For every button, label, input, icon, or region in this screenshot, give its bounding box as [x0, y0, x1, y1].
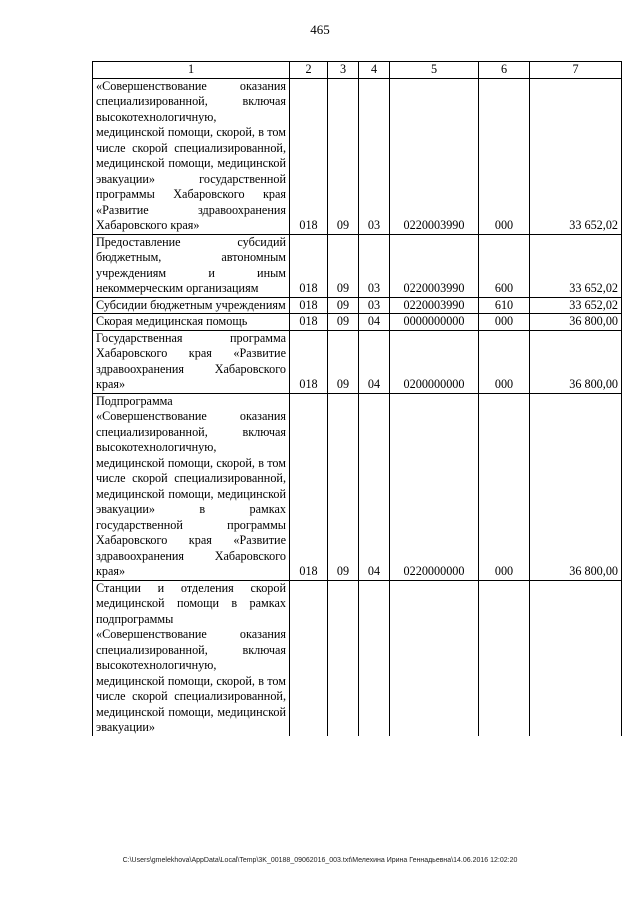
table-row [93, 330, 622, 393]
row-section: 09 [328, 234, 359, 297]
row-code-admin: 018 [290, 297, 328, 314]
row-subsection: 03 [359, 78, 390, 234]
header-cell: 4 [359, 62, 390, 79]
row-target-article: 0220000000 [390, 393, 479, 580]
row-section: 09 [328, 314, 359, 331]
row-section: 09 [328, 330, 359, 393]
row-name: Субсидии бюджетным учреждениям [93, 297, 290, 314]
row-expense-type: 000 [479, 78, 530, 234]
row-expense-type: 000 [479, 314, 530, 331]
header-cell: 7 [530, 62, 622, 79]
row-code-admin: 018 [290, 393, 328, 580]
row-expense-type: 000 [479, 393, 530, 580]
row-section [328, 580, 359, 736]
row-section: 09 [328, 393, 359, 580]
row-name: «Совершенствование оказания специализированной, включая высокотехнологичную, медицинской помощи, скорой, в том числе скорой специализированной, медицинской помощи, медицинской эвакуации» государственной программы Хабаровского края «Развитие здравоохранения Хабаровского края» [93, 78, 290, 234]
row-expense-type: 000 [479, 330, 530, 393]
row-target-article: 0220003990 [390, 297, 479, 314]
row-amount: 33 652,02 [530, 78, 622, 234]
row-section: 09 [328, 297, 359, 314]
table-row [93, 297, 622, 314]
row-name: Государственная программа Хабаровского края «Развитие здравоохранения Хабаровского края» [93, 330, 290, 393]
file-path-footer: C:\Users\gmelekhova\AppData\Local\Temp\3K_00188_09062016_003.txt\Мелехина Ирина Геннадьевна\14.06.2016 12:02:20 [122, 857, 518, 864]
table-row [93, 393, 622, 580]
row-name: Скорая медицинская помощь [93, 314, 290, 331]
row-amount [530, 580, 622, 736]
table-header-row [93, 62, 622, 79]
header-cell: 6 [479, 62, 530, 79]
row-expense-type: 610 [479, 297, 530, 314]
row-target-article: 0200000000 [390, 330, 479, 393]
table-row [93, 580, 622, 736]
table-row [93, 234, 622, 297]
row-subsection [359, 580, 390, 736]
table-row [93, 314, 622, 331]
row-code-admin: 018 [290, 330, 328, 393]
row-amount: 36 800,00 [530, 330, 622, 393]
row-code-admin [290, 580, 328, 736]
row-amount: 36 800,00 [530, 314, 622, 331]
row-amount: 33 652,02 [530, 234, 622, 297]
row-target-article: 0220003990 [390, 78, 479, 234]
row-target-article [390, 580, 479, 736]
row-section: 09 [328, 78, 359, 234]
row-target-article: 0220003990 [390, 234, 479, 297]
page-number: 465 [310, 22, 330, 37]
row-code-admin: 018 [290, 78, 328, 234]
row-name: Станции и отделения скорой медицинской помощи в рамках подпрограммы «Совершенствование оказания специализированной, включая высокотехнологичную, медицинской помощи, скорой, в том числе скорой специализированной, медицинской помощи, медицинской эвакуации» [93, 580, 290, 736]
row-name: Подпрограмма «Совершенствование оказания специализированной, включая высокотехнологичную, медицинской помощи, скорой, в том числе скорой специализированной, медицинской помощи, медицинской эвакуации» в рамках государственной программы Хабаровского края «Развитие здравоохранения Хабаровского края» [93, 393, 290, 580]
table-row [93, 78, 622, 234]
row-subsection: 04 [359, 393, 390, 580]
header-cell: 3 [328, 62, 359, 79]
budget-table [92, 61, 622, 736]
row-code-admin: 018 [290, 234, 328, 297]
row-expense-type [479, 580, 530, 736]
row-expense-type: 600 [479, 234, 530, 297]
row-subsection: 04 [359, 314, 390, 331]
row-subsection: 03 [359, 234, 390, 297]
row-name: Предоставление субсидий бюджетным, автономным учреждениям и иным некоммерческим организациям [93, 234, 290, 297]
row-amount: 33 652,02 [530, 297, 622, 314]
row-subsection: 04 [359, 330, 390, 393]
row-target-article: 0000000000 [390, 314, 479, 331]
row-code-admin: 018 [290, 314, 328, 331]
header-cell: 5 [390, 62, 479, 79]
header-cell: 2 [290, 62, 328, 79]
row-subsection: 03 [359, 297, 390, 314]
row-amount: 36 800,00 [530, 393, 622, 580]
header-cell: 1 [93, 62, 290, 79]
